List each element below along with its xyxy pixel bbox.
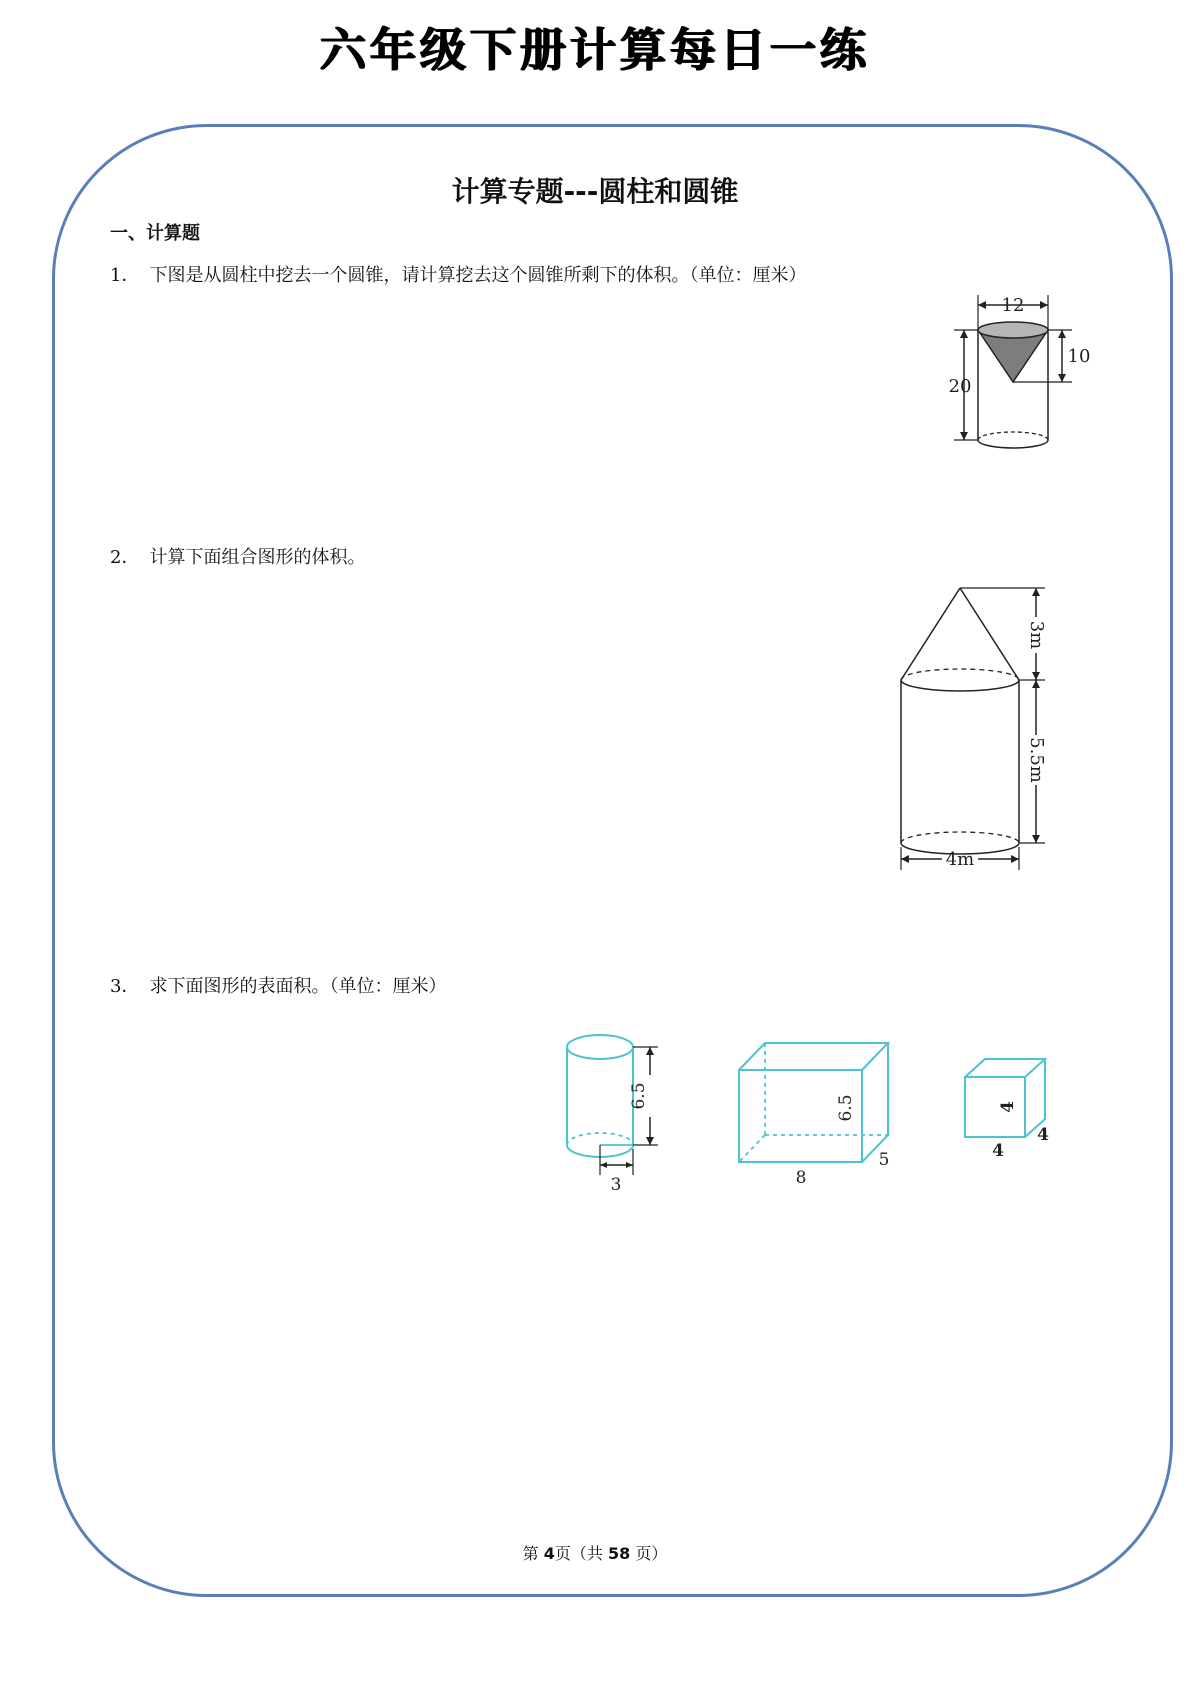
diameter-label: 4m (945, 849, 975, 870)
footer-page-number: 4 (543, 1544, 555, 1563)
diameter-label: 12 (1001, 295, 1025, 316)
cube-height-label: 4 (998, 1101, 1018, 1113)
cube-length-label: 4 (992, 1141, 1004, 1161)
cylinder-height-label: 20 (948, 376, 972, 397)
cone-height-label: 10 (1067, 346, 1091, 367)
page-footer (0, 1541, 1190, 1564)
question-number: 3． (110, 976, 140, 997)
figure-cone-on-cylinder (880, 575, 1080, 885)
footer-total-pages: 58 (607, 1544, 631, 1563)
question-text: 下图是从圆柱中挖去一个圆锥，请计算挖去这个圆锥所剩下的体积。（单位：厘米） (149, 265, 807, 286)
figure-cylinder-minus-cone (940, 290, 1110, 460)
length-label: 8 (795, 1168, 807, 1188)
cone-height-label: 3m (1026, 620, 1047, 650)
part-heading: 一、计算题 (110, 223, 200, 244)
cube-width-label: 4 (1037, 1125, 1049, 1145)
question-text: 求下面图形的表面积。（单位：厘米） (149, 976, 447, 997)
section-title: 计算专题---圆柱和圆锥 (451, 175, 739, 208)
figure-cuboid (735, 1035, 905, 1195)
question-2 (110, 543, 365, 569)
footer-prefix: 第 (522, 1544, 539, 1563)
question-3 (110, 972, 446, 998)
footer-mid: 页（共 (554, 1544, 603, 1563)
question-number: 1． (110, 265, 140, 286)
question-number: 2． (110, 547, 140, 568)
radius-label: 3 (610, 1175, 622, 1195)
figure-cube (960, 1055, 1070, 1165)
footer-suffix: 页） (635, 1544, 668, 1563)
page-main-title: 六年级下册计算每日一练 (320, 23, 870, 77)
height-label: 6.5 (836, 1094, 856, 1122)
figure-cylinder (560, 1025, 670, 1195)
question-1 (110, 261, 806, 287)
height-label: 6.5 (629, 1082, 649, 1110)
width-label: 5 (878, 1150, 890, 1170)
question-text: 计算下面组合图形的体积。 (149, 547, 366, 568)
cylinder-height-label: 5.5m (1026, 737, 1047, 783)
